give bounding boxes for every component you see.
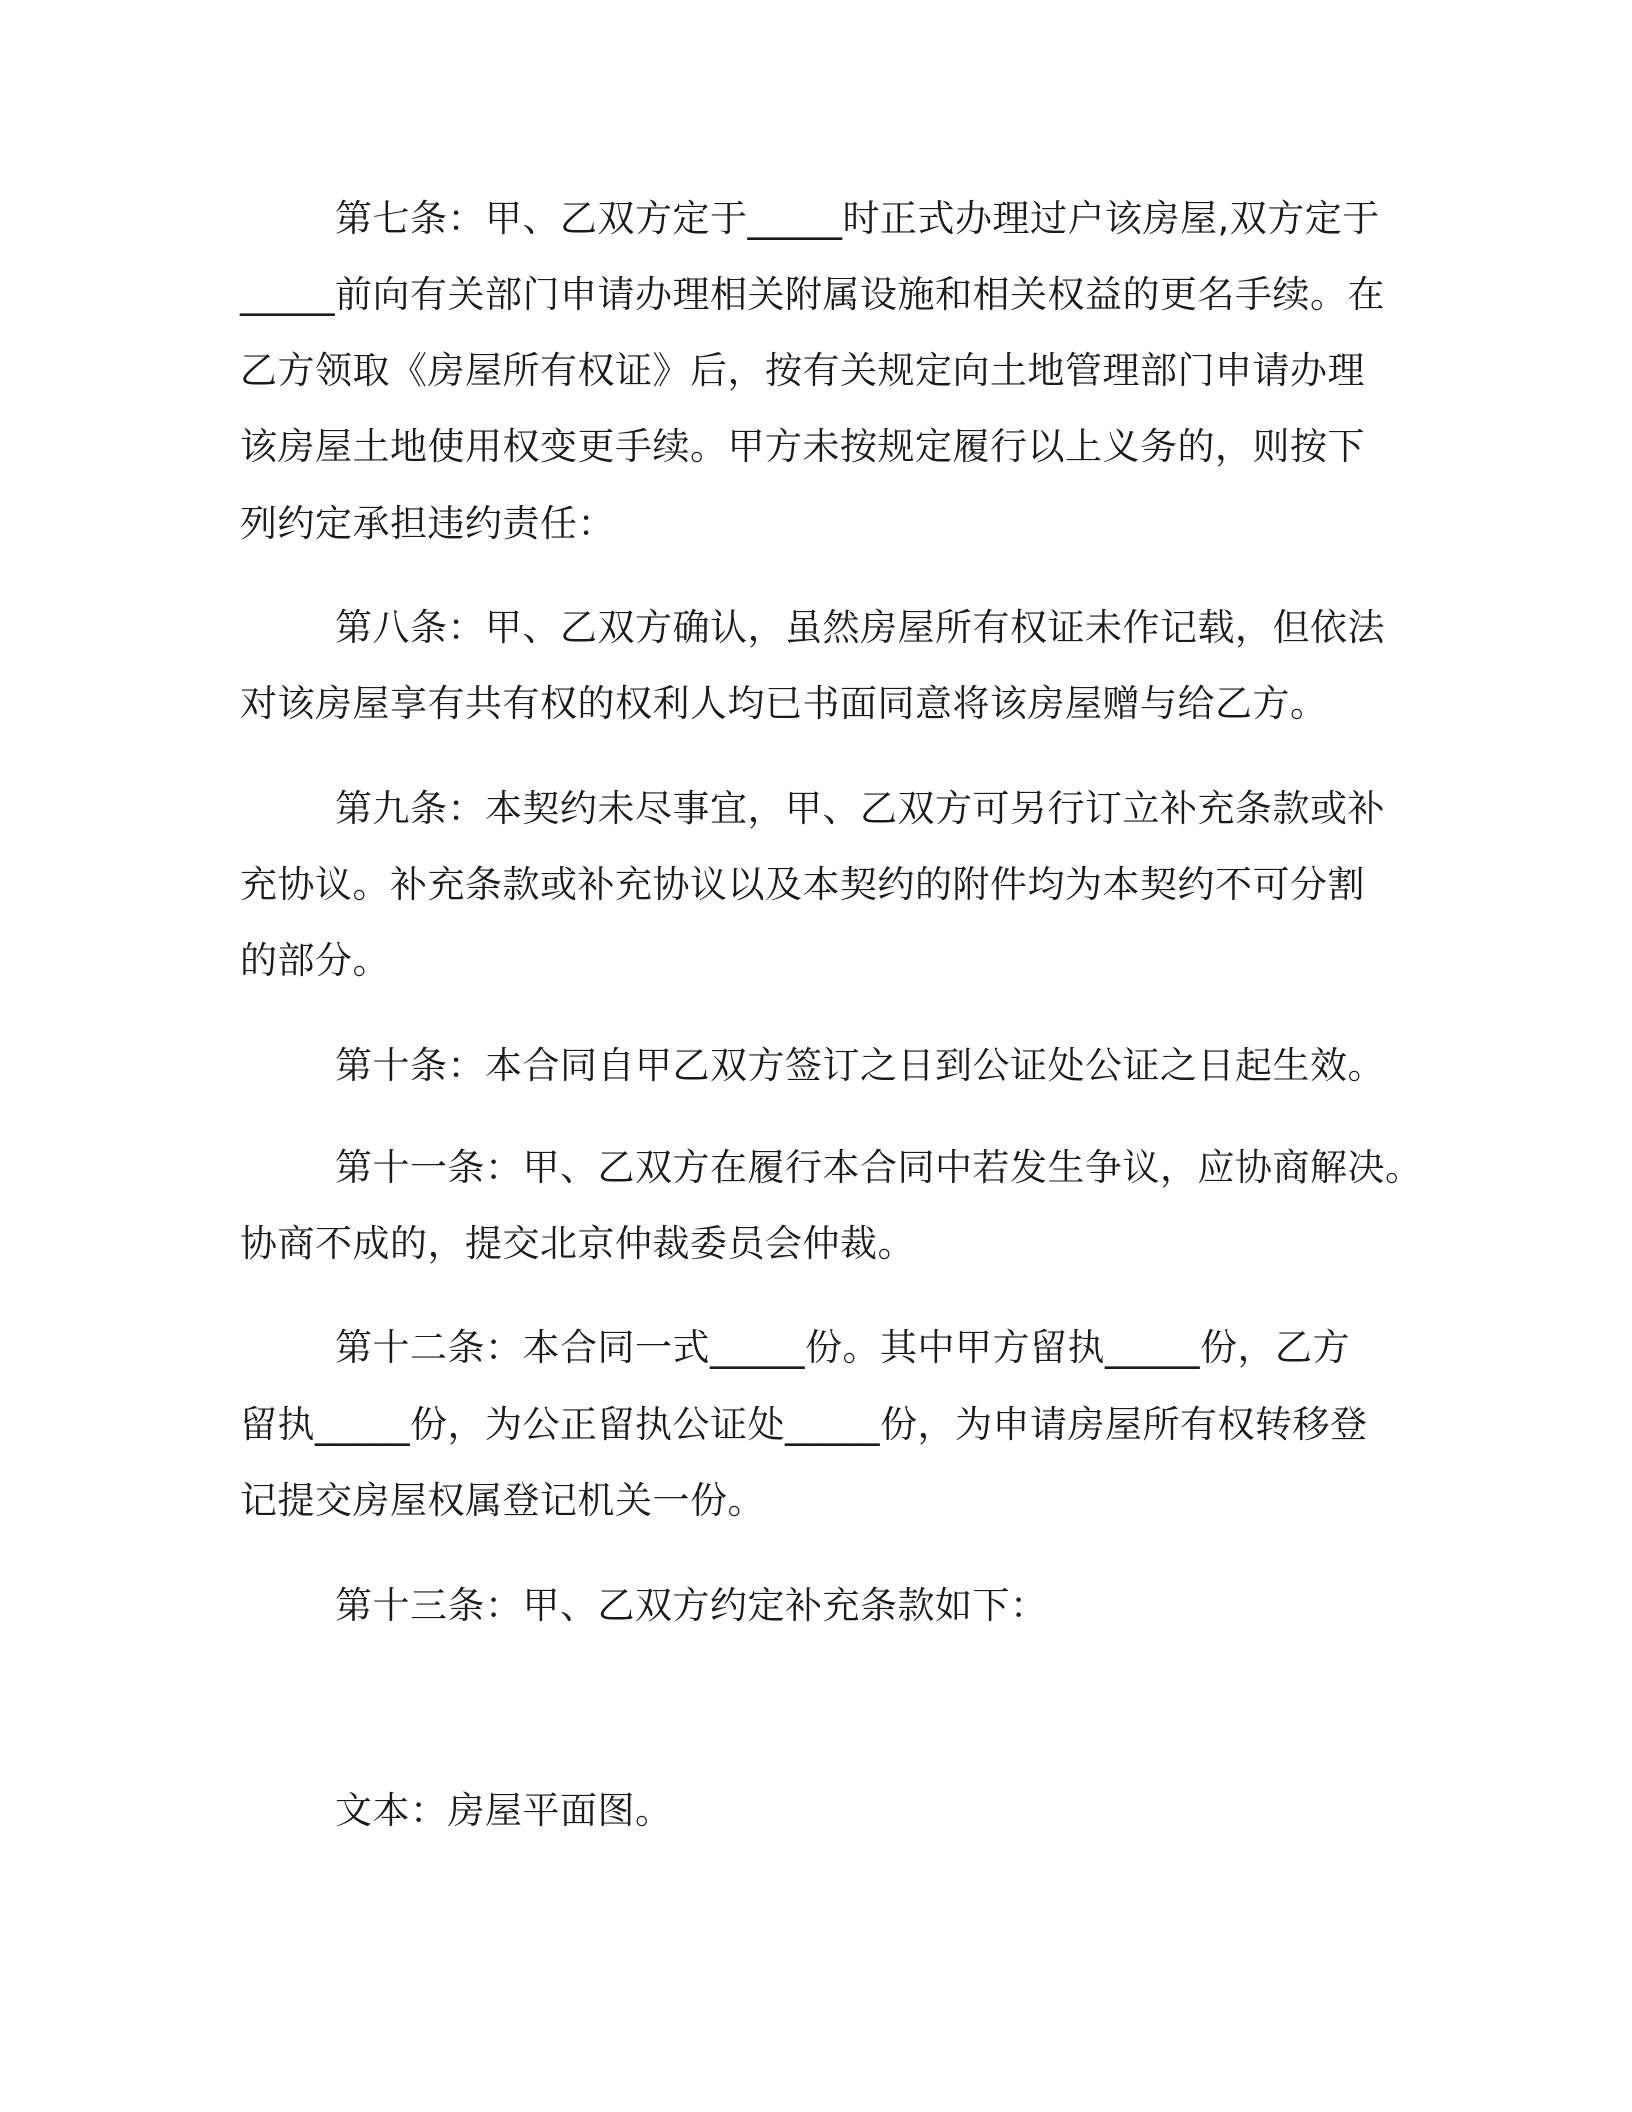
article-13-line-1: 第十三条：甲、乙双方约定补充条款如下：	[335, 1584, 1048, 1627]
article-9-line-2: 充协议。补充条款或补充协议以及本契约的附件均为本契约不可分割	[240, 863, 1365, 906]
article-12-line-3: 记提交房屋权属登记机关一份。	[240, 1479, 765, 1522]
article-9-line-3: 的部分。	[240, 939, 390, 982]
article-7-line-2: _____前向有关部门申请办理相关附属设施和相关权益的更名手续。在	[240, 273, 1385, 316]
article-9-line-1: 第九条：本契约未尽事宜，甲、乙双方可另行订立补充条款或补	[335, 787, 1385, 830]
article-11-line-2: 协商不成的，提交北京仲裁委员会仲裁。	[240, 1222, 915, 1265]
article-7-line-1: 第七条：甲、乙双方定于_____时正式办理过户该房屋,双方定于	[335, 197, 1380, 240]
article-8-line-2: 对该房屋享有共有权的权利人均已书面同意将该房屋赠与给乙方。	[240, 682, 1328, 725]
article-7-line-5: 列约定承担违约责任：	[240, 502, 615, 545]
article-7-line-4: 该房屋土地使用权变更手续。甲方未按规定履行以上义务的，则按下	[240, 425, 1365, 468]
article-10-line-1: 第十条：本合同自甲乙双方签订之日到公证处公证之日起生效。	[335, 1044, 1385, 1087]
article-12-line-2: 留执_____份，为公正留执公证处_____份，为申请房屋所有权转移登	[240, 1403, 1368, 1446]
article-11-line-1: 第十一条：甲、乙双方在履行本合同中若发生争议，应协商解决。	[335, 1146, 1423, 1189]
article-12-line-1: 第十二条：本合同一式_____份。其中甲方留执_____份，乙方	[335, 1326, 1350, 1369]
attachment-line-1: 文本：房屋平面图。	[335, 1789, 673, 1832]
article-8-line-1: 第八条：甲、乙双方确认，虽然房屋所有权证未作记载，但依法	[335, 606, 1385, 649]
article-7-line-3: 乙方领取《房屋所有权证》后，按有关规定向土地管理部门申请办理	[240, 349, 1365, 392]
